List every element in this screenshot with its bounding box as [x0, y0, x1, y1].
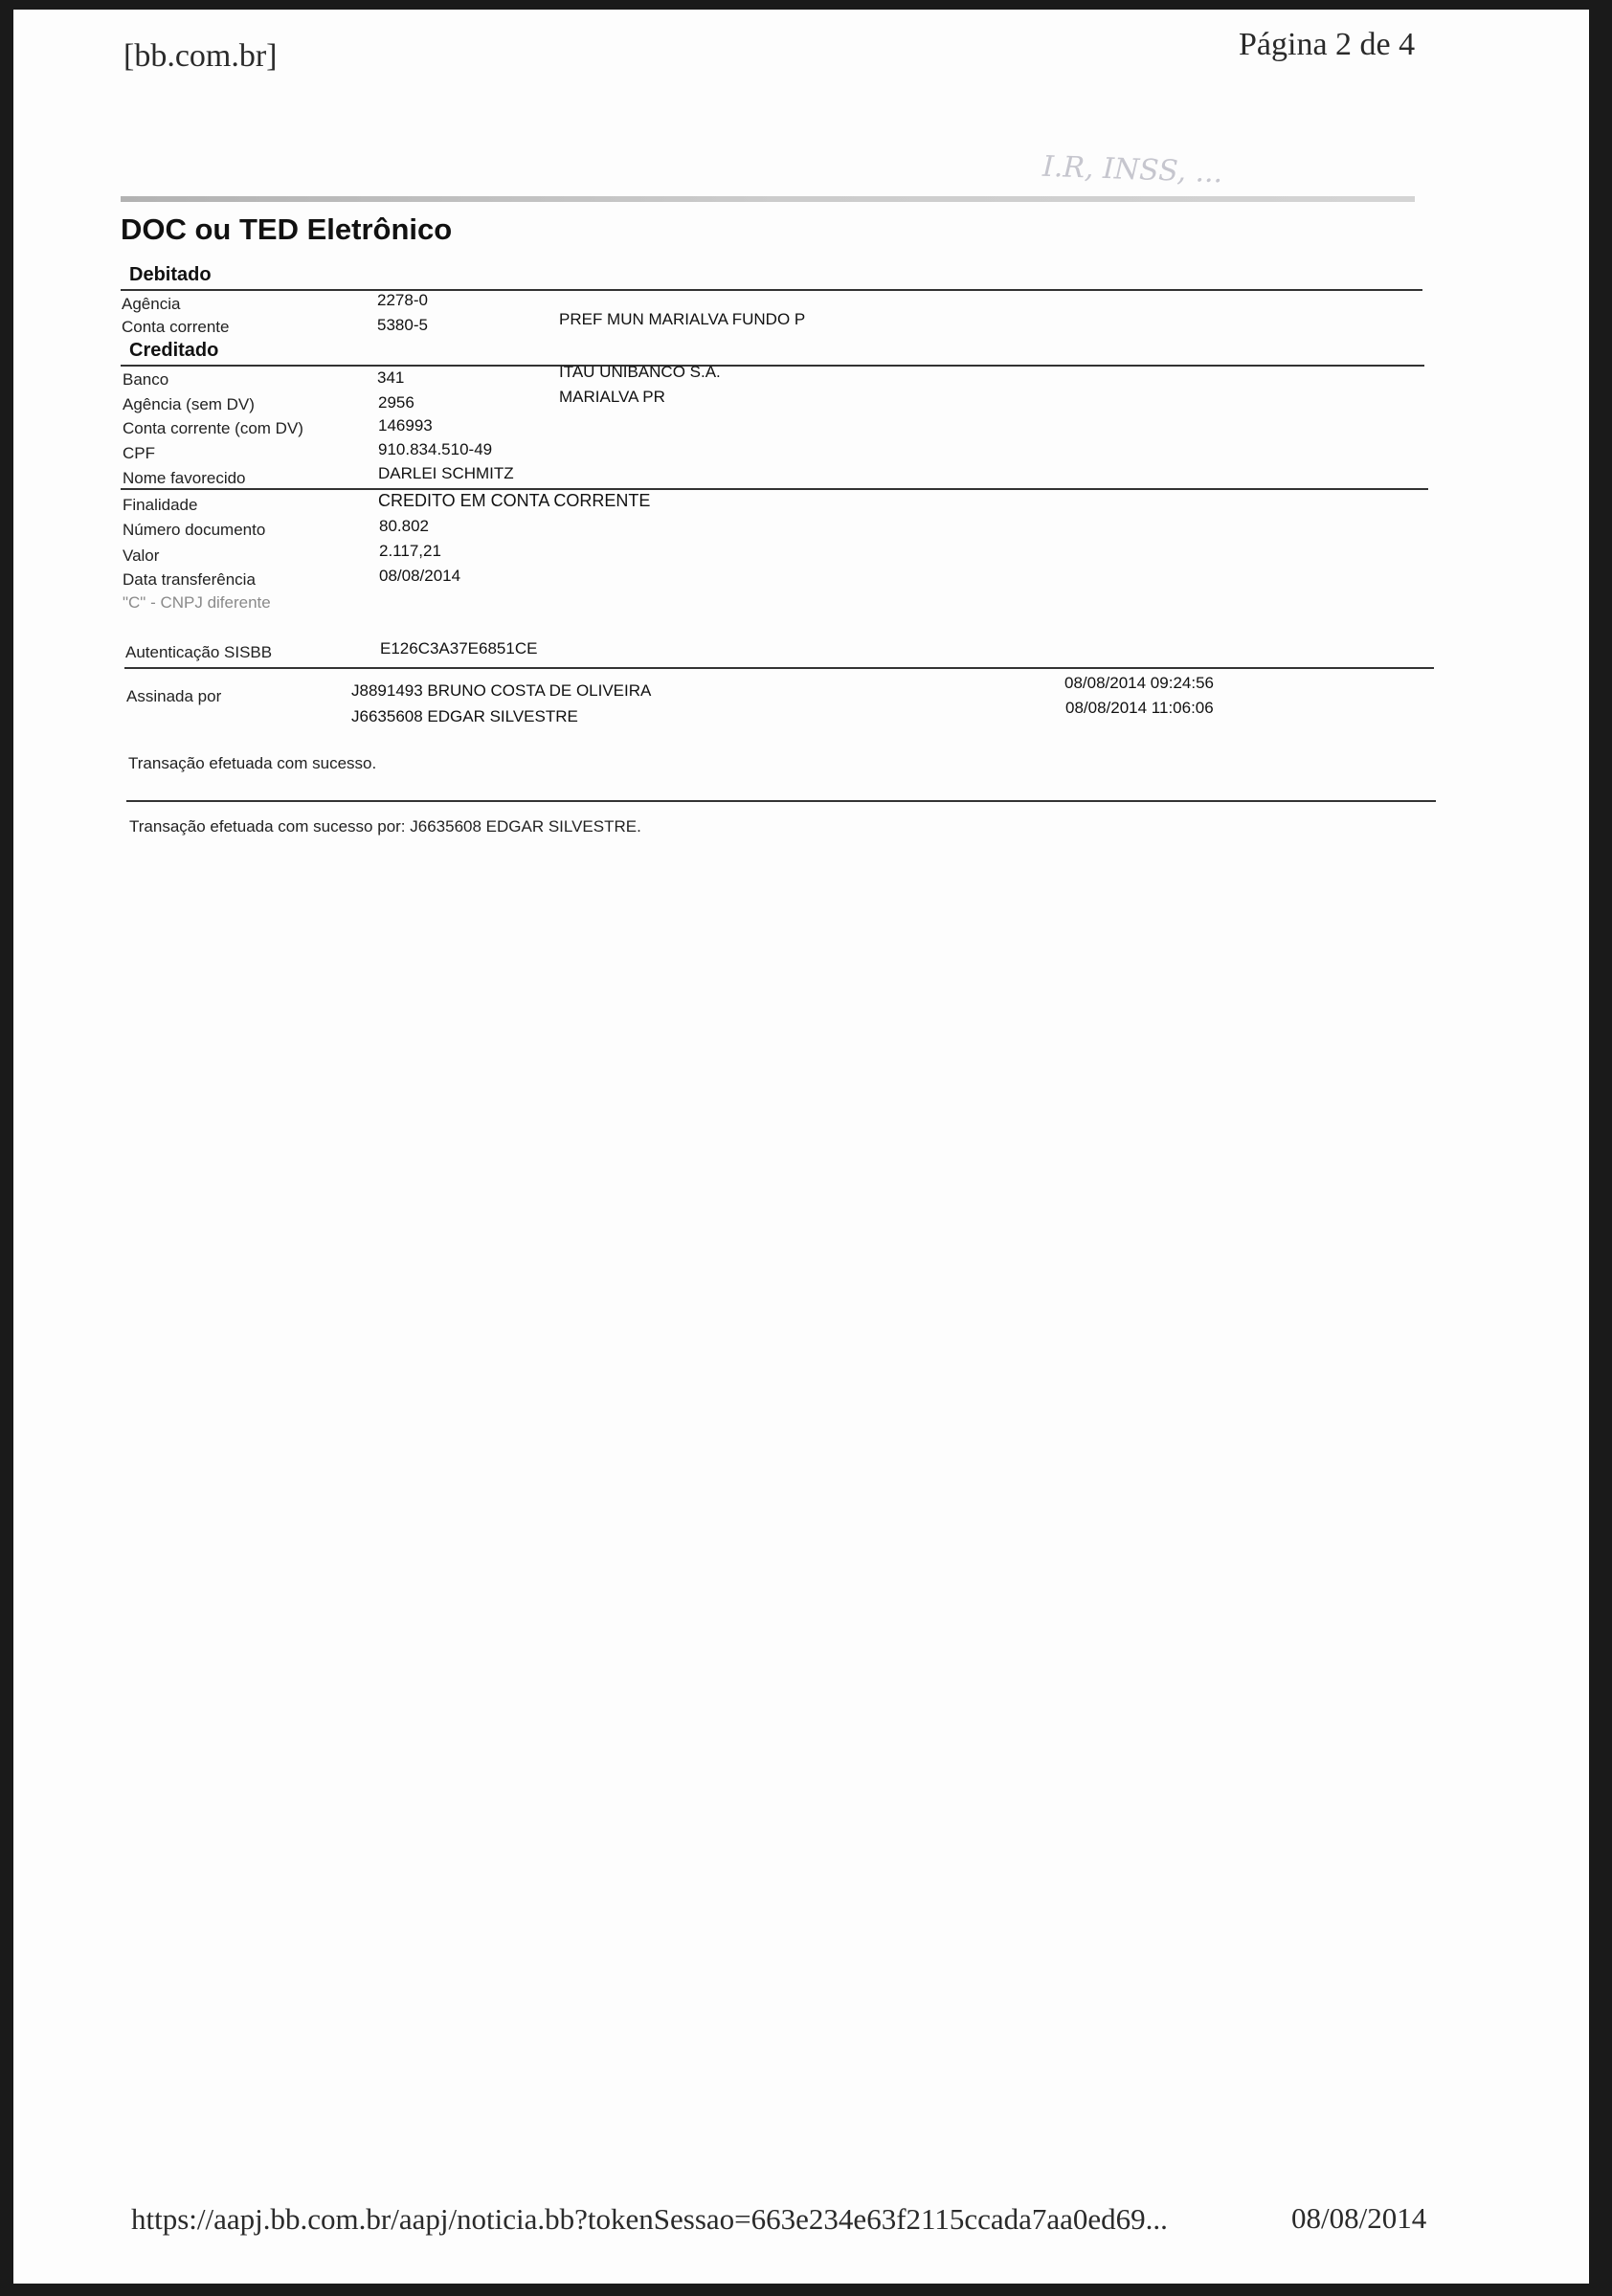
creditado-rule [121, 365, 1424, 367]
document-page [13, 10, 1589, 2284]
assinada-por-label: Assinada por [126, 687, 222, 705]
creditado-favorecido-value: DARLEI SCHMITZ [378, 464, 514, 482]
page-indicator: Página 2 de 4 [1239, 27, 1416, 62]
debitado-rule [121, 289, 1422, 291]
numero-documento-label: Número documento [123, 521, 266, 539]
creditado-banco-nome: ITAU UNIBANCO S.A. [559, 363, 721, 381]
creditado-agencia-value: 2956 [378, 393, 414, 412]
creditado-agencia-label: Agência (sem DV) [123, 395, 255, 413]
numero-documento-value: 80.802 [379, 517, 429, 535]
creditado-cpf-value: 910.834.510-49 [378, 440, 493, 458]
cnpj-note: "C" - CNPJ diferente [123, 593, 271, 612]
creditado-banco-label: Banco [123, 370, 169, 389]
final-rule [126, 800, 1436, 802]
section-debitado: Debitado [129, 264, 212, 285]
autenticacao-rule [124, 667, 1434, 669]
valor-label: Valor [123, 546, 160, 565]
data-transferencia-label: Data transferência [123, 570, 256, 589]
finalidade-value: CREDITO EM CONTA CORRENTE [378, 491, 651, 510]
creditado-favorecido-label: Nome favorecido [123, 469, 246, 487]
creditado-banco-value: 341 [377, 368, 405, 387]
signer-1-name: J8891493 BRUNO COSTA DE OLIVEIRA [351, 681, 652, 700]
final-message: Transação efetuada com sucesso por: J6635608 EDGAR SILVESTRE. [129, 817, 641, 836]
debitado-agencia-label: Agência [122, 295, 181, 313]
debitado-conta-label: Conta corrente [122, 318, 230, 336]
document-title: DOC ou TED Eletrônico [121, 212, 453, 246]
handwritten-note: I.R, INSS, ... [1041, 149, 1223, 190]
autenticacao-label: Autenticação SISBB [125, 643, 273, 661]
debitado-agencia-value: 2278-0 [377, 291, 428, 309]
favorecido-rule [121, 488, 1428, 490]
autenticacao-value: E126C3A37E6851CE [380, 639, 538, 658]
creditado-conta-label: Conta corrente (com DV) [123, 419, 303, 437]
header-site: [bb.com.br] [123, 38, 278, 74]
data-transferencia-value: 08/08/2014 [379, 567, 461, 585]
debitado-conta-value: 5380-5 [377, 316, 428, 334]
debitado-titular: PREF MUN MARIALVA FUNDO P [559, 310, 806, 328]
creditado-cpf-label: CPF [123, 444, 155, 462]
signer-2-datetime: 08/08/2014 11:06:06 [1065, 699, 1214, 717]
footer-date: 08/08/2014 [1291, 2201, 1427, 2235]
signer-1-datetime: 08/08/2014 09:24:56 [1064, 674, 1214, 692]
valor-value: 2.117,21 [379, 542, 441, 560]
footer-url: https://aapj.bb.com.br/aapj/noticia.bb?tokenSessao=663e234e63f2115ccada7aa0ed69... [131, 2202, 1168, 2236]
signer-2-name: J6635608 EDGAR SILVESTRE [351, 707, 578, 725]
creditado-conta-value: 146993 [378, 416, 433, 435]
creditado-agencia-local: MARIALVA PR [559, 388, 665, 406]
section-creditado: Creditado [129, 340, 219, 361]
finalidade-label: Finalidade [123, 496, 198, 514]
status-message: Transação efetuada com sucesso. [128, 754, 377, 772]
title-divider [121, 196, 1415, 202]
